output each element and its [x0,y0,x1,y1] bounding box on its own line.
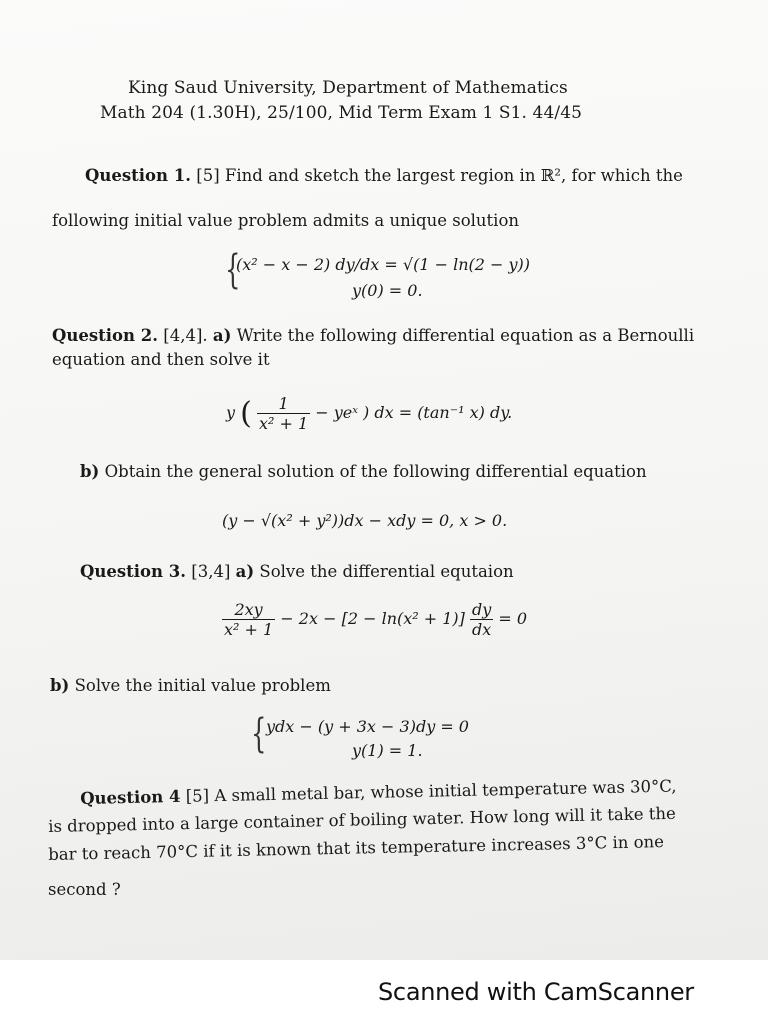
question-1-label: Question 1. [85,166,192,185]
header-course: Math 204 (1.30H), 25/100, Mid Term Exam 1 S1. 44/45 [100,103,583,123]
question-2-homogeneous-equation: (y − √(x² + y²))dx − xdy = 0, x > 0. [222,511,508,530]
question-1-equation: (x² − x − 2) dy/dx = √(1 − ln(2 − y)) [236,255,531,274]
question-1-line-1 [85,166,683,185]
question-3-text-a: Solve the differential equtaion [259,562,514,581]
fraction-2xy [222,600,275,639]
question-3-exact-equation [222,600,527,639]
camscanner-watermark: Scanned with CamScanner [378,978,694,1006]
eq-y: y [226,403,236,422]
system-brace-2: { [251,711,267,757]
question-2-label: Question 2. [52,326,159,345]
question-3-marks: [3,4] [191,562,231,581]
question-3-part-b-label: b) [50,676,70,695]
fraction-2xy-numerator: 2xy [234,600,263,619]
header-university: King Saud University, Department of Mathematics [128,78,568,98]
question-3-ivp-equation: ydx − (y + 3x − 3)dy = 0 [266,717,469,736]
fraction [257,394,310,433]
question-4-marks: [5] [185,786,210,806]
question-4-text-4: second ? [48,880,121,899]
question-2-part-b-line [80,462,647,481]
question-4-text-2: is dropped into a large container of boiling water. How long will it take the [48,803,676,836]
question-4-text-1: A small metal bar, whose initial temperature was 30°C, [214,776,677,806]
question-2-line-1 [52,326,694,345]
question-3-text-b: Solve the initial value problem [74,676,331,695]
question-2-text-a: Write the following differential equation as a Bernoulli [236,326,695,345]
question-2-text-c: Obtain the general solution of the following differential equation [104,462,647,481]
fraction-denominator: x² + 1 [258,414,309,433]
fraction-numerator: 1 [278,394,289,413]
question-3-label: Question 3. [80,562,187,581]
system-brace: { [225,247,241,293]
question-2-part-b-label: b) [80,462,100,481]
question-3-part-b-line [50,676,331,695]
question-2-bernoulli-equation [226,394,512,433]
eq-mid: − 2x − [2 − ln(x² + 1)] [280,609,465,628]
question-2-marks: [4,4]. [163,326,208,345]
question-1-marks: [5] [196,166,220,185]
paren-left: ( [240,396,252,431]
fraction-dydx [470,600,493,639]
question-4-text-3: bar to reach 70°C if it is known that its temperature increases 3°C in one [48,832,665,864]
question-1-text-a: Find and sketch the largest region in ℝ², for which the [224,166,683,185]
question-4-label: Question 4 [80,786,181,808]
fraction-2xy-denominator: x² + 1 [224,620,274,639]
question-1-text-b: following initial value problem admits a unique solution [52,211,520,230]
question-3-line-1 [80,562,514,581]
question-1-initial-condition: y(0) = 0. [352,281,423,300]
eq-end: = 0 [498,609,528,628]
eq-rest: − yeˣ ) dx = (tan⁻¹ x) dy. [315,403,513,422]
question-3-ivp-initial-condition: y(1) = 1. [352,741,423,760]
fraction-dydx-denominator: dx [470,619,493,639]
question-3-part-a-label: a) [235,562,255,581]
question-2-part-a-label: a) [212,326,232,345]
fraction-dydx-numerator: dy [472,600,492,619]
question-2-text-b: equation and then solve it [52,350,270,369]
